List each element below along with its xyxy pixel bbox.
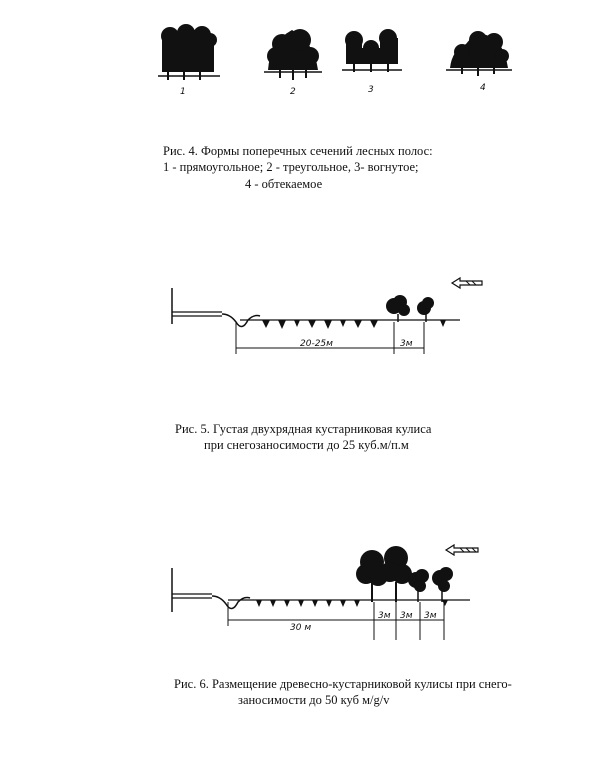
fig6-dim-belt1: 3м <box>378 611 391 621</box>
fig6-dim-main: 30 м <box>290 623 312 633</box>
belt-concave <box>342 29 402 72</box>
fig6-caption-line2: заносимости до 50 куб м/g/v <box>238 693 390 707</box>
fig5-caption-line2: при снегозаносимости до 25 куб.м/п.м <box>204 438 409 452</box>
fig4-caption-line1: Рис. 4. Формы поперечных сечений лесных полос: <box>163 144 433 158</box>
forest-belt-cross-sections <box>0 0 616 110</box>
shrub-row <box>408 567 453 602</box>
fig4-label-3: 3 <box>368 85 374 95</box>
fig4-caption-line2: 1 - прямоугольное; 2 - треугольное, 3- вогнутое; <box>163 160 419 174</box>
snow-marks <box>256 600 448 607</box>
fig5-caption-line1: Рис. 5. Густая двухрядная кустарниковая кулиса <box>175 422 432 436</box>
belt-triangular <box>264 29 322 80</box>
fig6-dim-belt3: 3м <box>424 611 437 621</box>
fig4-label-4: 4 <box>480 83 486 93</box>
shrub-row <box>386 295 434 322</box>
fig4-label-1: 1 <box>180 87 186 97</box>
belt-streamlined <box>446 31 512 76</box>
fig5-dim-main: 20-25м <box>300 339 333 349</box>
snow-marks <box>262 320 446 329</box>
wind-arrow-icon <box>446 545 478 555</box>
ditch <box>212 596 250 609</box>
fig4-label-2: 2 <box>290 87 296 97</box>
fig5-dim-belt: 3м <box>400 339 413 349</box>
tree-row <box>356 546 412 602</box>
belt-rectangular <box>158 24 220 80</box>
fig4-caption-line3: 4 - обтекаемое <box>245 177 323 191</box>
tree-shrub-screen-diagram <box>0 530 616 650</box>
fig6-caption-line1: Рис. 6. Размещение древесно-кустарниковой кулисы при снего- <box>174 677 512 691</box>
shrub-screen-diagram <box>0 270 616 370</box>
fig6-dim-belt2: 3м <box>400 611 413 621</box>
wind-arrow-icon <box>452 278 482 288</box>
